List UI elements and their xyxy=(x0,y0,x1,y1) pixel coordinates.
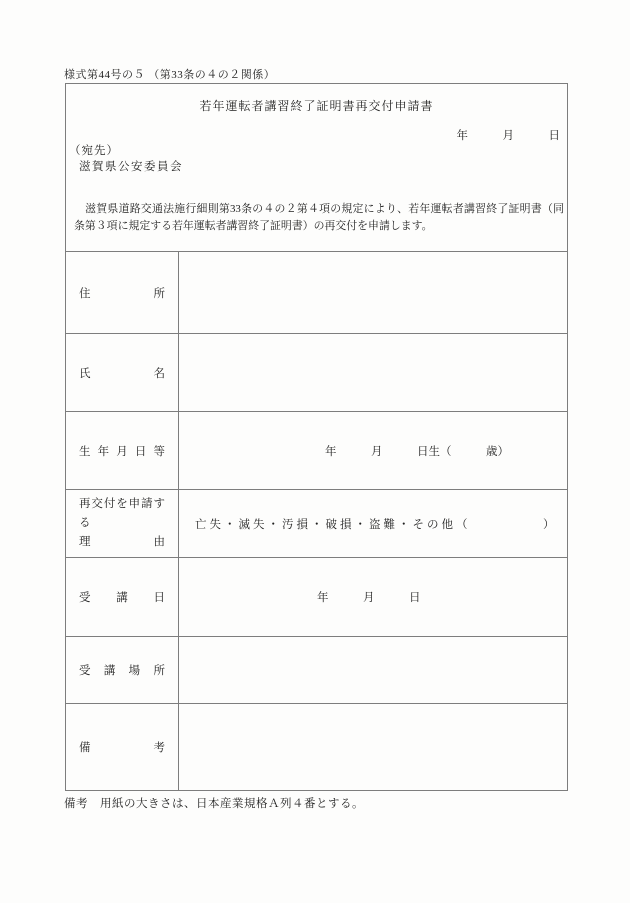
table-row-remarks xyxy=(66,703,567,790)
row-label-birthdate: 生年月日等 xyxy=(66,412,179,489)
addressee-name: 滋賀県公安委員会 xyxy=(79,161,183,173)
table-row-reason xyxy=(66,489,567,557)
table-row-address xyxy=(66,251,567,333)
application-date-line: 年 月 日 xyxy=(456,130,560,142)
table-row-lecture-date xyxy=(66,557,567,636)
row-value-birthdate: 年 月 日生（ 歳） xyxy=(325,445,509,458)
table-row-birthdate xyxy=(66,411,567,489)
form-title: 若年運転者講習終了証明書再交付申請書 xyxy=(199,99,434,113)
row-value-remarks xyxy=(179,704,567,790)
row-label-lecture-place: 受講場所 xyxy=(66,637,179,703)
addressee-label: （宛先） xyxy=(69,145,119,157)
row-label-lecture-date: 受講日 xyxy=(66,558,179,636)
row-label-reason-line2: 理由 xyxy=(79,536,165,548)
table-row-name xyxy=(66,333,567,411)
application-statement: 滋賀県道路交通法施行細則第33条の４の２第４項の規定により、若年運転者講習終了証明書（同条第３項に規定する若年運転者講習終了証明書）の再交付を申請します。 xyxy=(74,203,564,232)
row-label-reason xyxy=(66,490,179,557)
row-value-lecture-place xyxy=(179,637,567,703)
row-label-address: 住所 xyxy=(66,252,179,333)
row-value-address xyxy=(179,252,567,333)
application-form xyxy=(65,83,568,791)
form-number: 様式第44号の５ （第33条の４の２関係） xyxy=(64,69,276,81)
row-label-remarks: 備考 xyxy=(66,704,179,790)
row-value-lecture-date: 年 月 日 xyxy=(317,592,421,604)
table-row-lecture-place xyxy=(66,636,567,703)
paper-size-note: 備考 用紙の大きさは、日本産業規格Ａ列４番とする。 xyxy=(64,798,364,810)
form-table xyxy=(66,251,567,790)
row-value-reason: 亡失・滅失・汚損・破損・盗難・その他（ ） xyxy=(195,518,558,531)
row-label-reason-line1: 再交付を申請する xyxy=(79,498,165,529)
row-value-name xyxy=(179,334,567,411)
row-label-name: 氏名 xyxy=(66,334,179,411)
